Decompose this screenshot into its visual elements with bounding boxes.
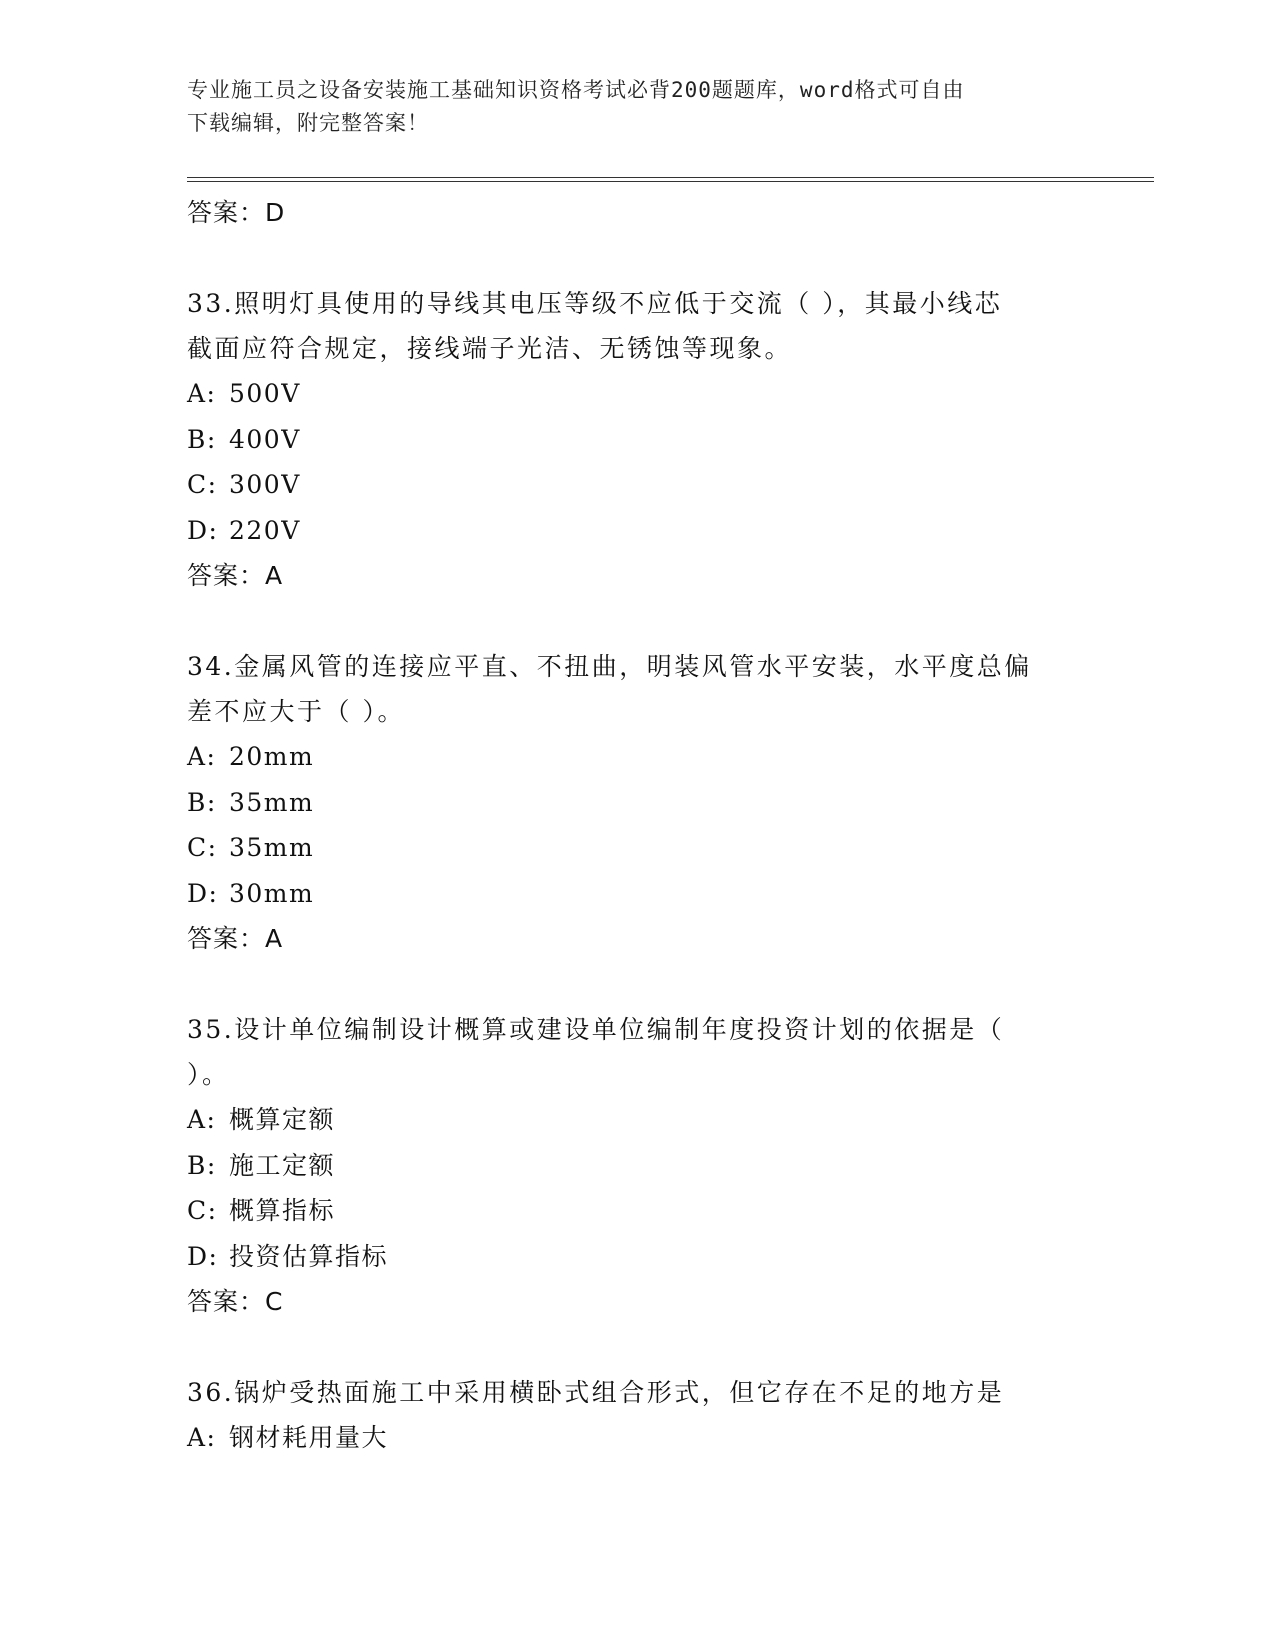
- header-line-2: 下载编辑，附完整答案！: [187, 111, 429, 135]
- option-key: A:: [187, 379, 217, 408]
- question-text-line: ）。: [187, 1060, 230, 1089]
- question-text-line: 差不应大于（ ）。: [187, 697, 405, 726]
- question-block: [187, 1370, 1087, 1461]
- option-key: C:: [187, 1196, 218, 1225]
- option-text: 钢材耗用量大: [229, 1423, 389, 1452]
- option-text: 35mm: [229, 787, 315, 817]
- question-text-line: 35.设计单位编制设计概算或建设单位编制年度投资计划的依据是（: [187, 1015, 1005, 1044]
- option-key: C:: [187, 833, 218, 862]
- spacer: [187, 599, 1087, 644]
- question-text-line: 截面应符合规定，接线端子光洁、无锈蚀等现象。: [187, 334, 793, 363]
- option-a: [187, 371, 1087, 417]
- option-a: [187, 1415, 1087, 1461]
- option-d: [187, 871, 1087, 917]
- option-key: B:: [187, 787, 217, 817]
- option-text: 概算指标: [229, 1196, 336, 1225]
- question-block: [187, 1007, 1087, 1325]
- option-a: [187, 1097, 1087, 1143]
- option-text: 400V: [229, 424, 301, 454]
- option-key: D:: [187, 878, 219, 908]
- option-a: [187, 734, 1087, 780]
- answer-line: 答案：C: [187, 1287, 284, 1316]
- option-text: 20mm: [229, 742, 315, 771]
- option-c: [187, 825, 1087, 871]
- option-key: B:: [187, 424, 217, 454]
- header-line-1: 专业施工员之设备安装施工基础知识资格考试必背200题题库，word格式可自由: [187, 78, 965, 102]
- question-text-line: 34.金属风管的连接应平直、不扭曲，明装风管水平安装，水平度总偏: [187, 652, 1032, 681]
- option-key: D:: [187, 515, 219, 545]
- option-c: [187, 1188, 1087, 1234]
- document-header: [187, 74, 1067, 140]
- option-d: [187, 1234, 1087, 1280]
- spacer: [187, 1325, 1087, 1370]
- question-block: [187, 644, 1087, 962]
- answer-line: 答案：A: [187, 561, 284, 590]
- option-text: 300V: [229, 470, 301, 499]
- option-b: [187, 1143, 1087, 1189]
- option-c: [187, 462, 1087, 508]
- option-key: C:: [187, 470, 218, 499]
- option-d: [187, 508, 1087, 554]
- option-text: 220V: [229, 515, 301, 545]
- answer-line: 答案：A: [187, 924, 284, 953]
- spacer: [187, 962, 1087, 1007]
- option-key: D:: [187, 1241, 219, 1271]
- option-text: 投资估算指标: [229, 1241, 389, 1271]
- question-text-line: 33.照明灯具使用的导线其电压等级不应低于交流（ ），其最小线芯: [187, 289, 1003, 318]
- option-key: B:: [187, 1150, 217, 1180]
- question-list: [187, 190, 1087, 1461]
- option-b: [187, 417, 1087, 463]
- header-divider-top: [187, 177, 1154, 178]
- option-text: 概算定额: [229, 1105, 336, 1134]
- spacer: [187, 236, 1087, 281]
- answer-line: 答案：D: [187, 198, 286, 227]
- option-key: A:: [187, 1423, 217, 1452]
- question-text-line: 36.锅炉受热面施工中采用横卧式组合形式，但它存在不足的地方是: [187, 1378, 1005, 1407]
- option-b: [187, 780, 1087, 826]
- option-text: 500V: [229, 379, 301, 408]
- header-divider-bottom: [187, 181, 1154, 182]
- option-text: 施工定额: [229, 1150, 336, 1180]
- option-key: A:: [187, 742, 217, 771]
- option-text: 30mm: [229, 878, 315, 908]
- question-block: [187, 281, 1087, 599]
- option-text: 35mm: [229, 833, 315, 862]
- option-key: A:: [187, 1105, 217, 1134]
